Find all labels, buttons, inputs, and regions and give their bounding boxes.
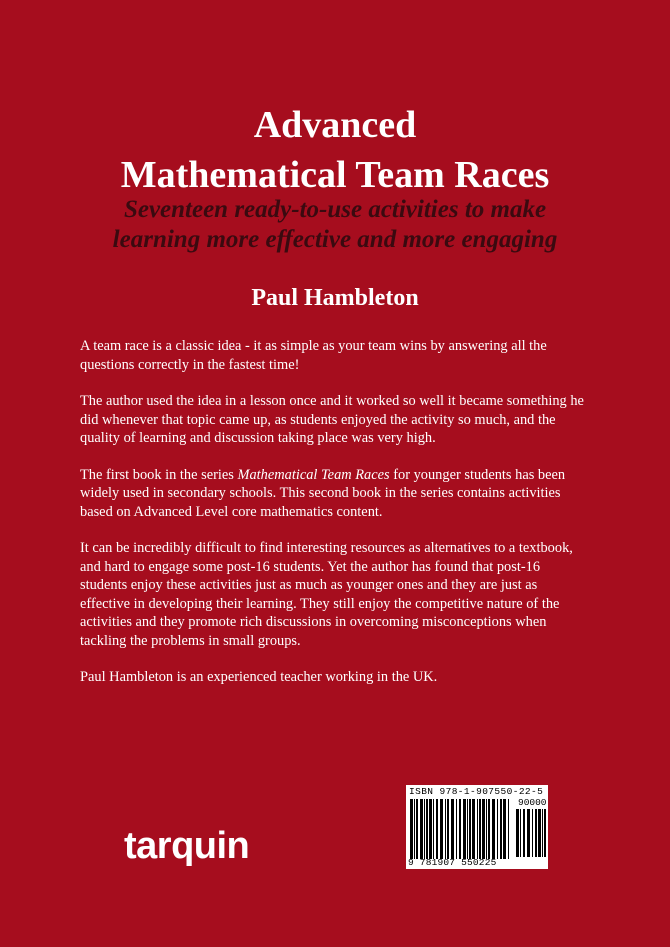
blurb: [80, 337, 590, 705]
blurb-paragraph-4: It can be incredibly difficult to find interesting resources as alternatives to a textbook, and hard to engage some post-16 students. Yet the author has found that post-16 students enjoy these activities just as much as younger ones and they are just as effective in developing their learning. They still enjoy the competitive nature of the activities and they promote rich discussions in overcoming misconceptions when tackling the problems in small groups.: [80, 540, 573, 649]
price-code: 90000: [518, 797, 547, 808]
publisher-logo: tarquin: [124, 825, 250, 867]
book-subtitle: [0, 195, 670, 255]
subtitle-line-2: learning more effective and more engaging: [112, 226, 558, 253]
blurb-paragraph-5: Paul Hambleton is an experienced teacher working in the UK.: [80, 669, 438, 685]
barcode-bars: [410, 799, 512, 859]
blurb-p3-pre: The first book in the series: [80, 466, 238, 483]
author-name: Paul Hambleton: [251, 285, 419, 311]
isbn-text: ISBN 978-1-907550-22-5: [409, 786, 544, 797]
blurb-p3-post: for younger students has been widely used in secondary schools. This second book in the series contains activities based on Advanced Level core mathematics content.: [80, 466, 566, 520]
ean-digits: 9 781907 550225: [408, 857, 497, 868]
blurb-paragraph-2: The author used the idea in a lesson once and it worked so well it became something he did whenever that topic came up, as students enjoyed the activity so much, and the quality of learning and discussion taking place was very high.: [80, 393, 584, 446]
subtitle-line-1: Seventeen ready-to-use activities to make: [123, 196, 547, 223]
blurb-paragraph-3: [80, 466, 590, 522]
book-title: [0, 100, 670, 200]
barcode-addon-bars: [516, 809, 546, 857]
barcode: [406, 785, 548, 869]
title-line-1: Advanced: [253, 104, 417, 146]
blurb-paragraph-1: A team race is a classic idea - it as simple as your team wins by answering all the questions correctly in the fastest time!: [80, 338, 547, 373]
title-line-2: Mathematical Team Races: [120, 154, 550, 196]
series-title: Mathematical Team Races: [237, 466, 390, 483]
